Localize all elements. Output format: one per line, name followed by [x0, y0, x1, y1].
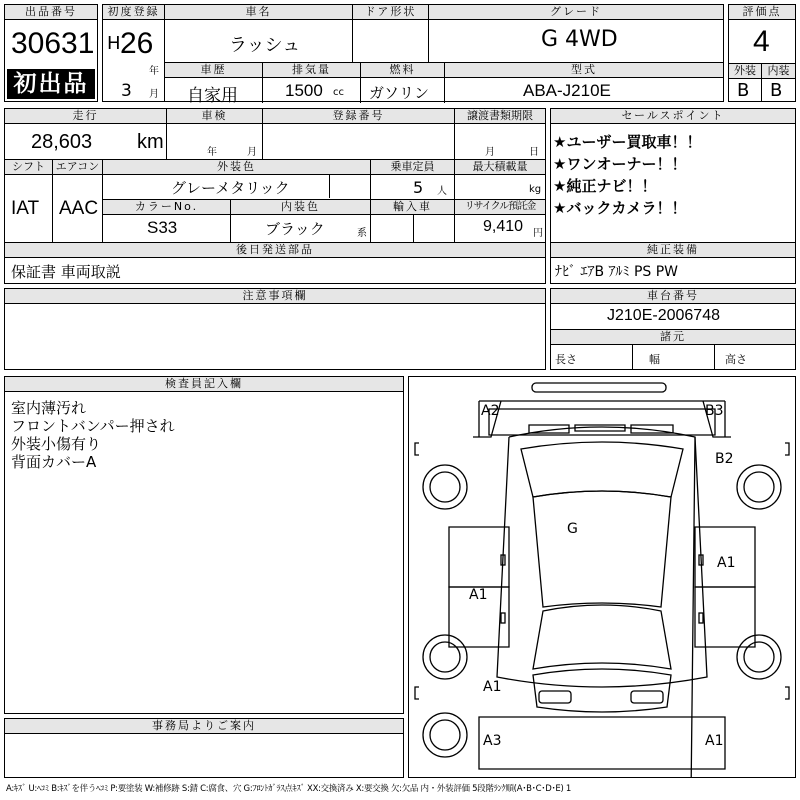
transfer-doc-label: 譲渡書類期限 [455, 109, 545, 124]
inspector-line: 外装小傷有り [11, 435, 102, 453]
first-reg-label: 初度登録 [103, 5, 164, 20]
inspector-label: 検査員記入欄 [5, 377, 403, 392]
max-load-label: 最大積載量 [455, 160, 545, 175]
first-reg-year-unit: 年 [149, 66, 159, 77]
recycle-unit: 円 [533, 228, 543, 239]
door-label: ドア形状 [353, 5, 428, 20]
int-score-cell [762, 64, 795, 102]
mileage-unit: km [137, 131, 164, 153]
first-listing-badge [7, 69, 95, 99]
int-score-value: B [770, 80, 783, 101]
lot-number: 30631 [11, 27, 95, 60]
damage-mark: G [567, 521, 578, 537]
mileage-label: 走行 [5, 109, 166, 124]
car-name-label: 車名 [165, 5, 352, 20]
transfer-doc-day-unit: 日 [529, 147, 539, 158]
sales-point-item: ★ユーザー買取車！！ [553, 133, 702, 151]
fuel-label: 燃料 [361, 63, 444, 78]
lot-label: 出品番号 [5, 5, 97, 20]
detail-table [4, 108, 546, 284]
reg-no-cell [263, 109, 455, 159]
first-reg-month: 3 [121, 81, 132, 101]
dims-height-label: 高さ [725, 353, 747, 366]
history-cell [165, 63, 263, 106]
office-box [4, 718, 404, 778]
damage-mark: A1 [705, 733, 724, 749]
chassis-label: 車台番号 [551, 289, 795, 304]
displacement-value: 1500 [285, 81, 323, 100]
seats-label: 乗車定員 [371, 160, 454, 175]
dims-height [715, 345, 795, 370]
shift-label: シフト [5, 160, 52, 175]
color-no-value: S33 [147, 218, 178, 237]
seats-value: 5 [413, 178, 424, 197]
ext-color-label: 外装色 [103, 160, 370, 175]
sales-point-item: ★ワンオーナー！！ [553, 155, 687, 173]
transfer-doc-cell [455, 109, 545, 159]
equipment-label: 純正装備 [551, 243, 795, 258]
car-name-cell [165, 5, 353, 63]
recycle-cell [455, 200, 545, 242]
aircon-cell [53, 160, 103, 242]
displacement-label: 排気量 [263, 63, 360, 78]
ext-color-cell [103, 160, 371, 200]
door-cell [353, 5, 429, 63]
equipment-value: ﾅﾋﾞ ｴｱB ｱﾙﾐ PS PW [555, 264, 679, 280]
sales-points-label: セールスポイント [551, 109, 795, 124]
car-diagram [409, 377, 795, 777]
mileage-cell [5, 109, 167, 159]
chassis-box [550, 288, 796, 370]
ext-score-label: 外装 [729, 64, 761, 79]
ext-color-value: グレーメタリック [171, 179, 290, 197]
damage-mark: A1 [717, 555, 736, 571]
max-load-cell [455, 160, 545, 200]
equipment-cell [551, 242, 795, 283]
fuel-value: ガソリン [369, 84, 430, 102]
inspector-box [4, 376, 404, 714]
ext-score-value: B [737, 80, 750, 101]
first-reg-era: H [107, 33, 121, 54]
sales-point-item: ★純正ナビ！！ [553, 177, 657, 195]
damage-mark: A3 [483, 733, 502, 749]
history-label: 車歴 [165, 63, 262, 78]
lot-box [4, 4, 98, 102]
damage-mark: B3 [705, 403, 724, 419]
seats-unit: 人 [437, 186, 447, 197]
int-color-cell [231, 200, 371, 242]
damage-mark: A2 [481, 403, 500, 419]
color-no-label: カラーNo. [103, 200, 230, 215]
int-color-label: 内装色 [231, 200, 370, 215]
import-label: 輸入車 [371, 200, 454, 215]
displacement-unit: cc [333, 87, 344, 98]
car-name-value: ラッシュ [229, 35, 301, 56]
sales-point-item: ★バックカメラ！！ [553, 199, 687, 217]
inspection-cell [167, 109, 263, 159]
header-table [102, 4, 724, 106]
aircon-label: エアコン [53, 160, 102, 175]
grade-label: グレード [429, 5, 723, 20]
model-label: 型式 [445, 63, 723, 78]
score-value: 4 [753, 25, 770, 58]
ext-score-cell [729, 64, 762, 102]
damage-mark: B2 [715, 451, 734, 467]
max-load-unit: kg [529, 184, 542, 195]
shift-cell [5, 160, 53, 242]
office-label: 事務局よりご案内 [5, 719, 403, 734]
score-box [728, 4, 796, 102]
sales-points-box [550, 108, 796, 284]
notes-label: 注意事項欄 [5, 289, 545, 304]
recycle-label: リサイクル預託金 [455, 200, 545, 215]
model-value: ABA-J210E [523, 81, 611, 100]
score-label: 評価点 [729, 5, 795, 20]
color-no-cell [103, 200, 231, 242]
transfer-doc-month-unit: 月 [485, 147, 495, 158]
inspection-month-unit: 月 [247, 147, 257, 158]
reg-no-label: 登録番号 [263, 109, 454, 124]
later-parts-value: 保証書 車両取説 [11, 263, 121, 281]
history-value: 自家用 [187, 86, 238, 106]
mileage-value: 28,603 [31, 131, 93, 153]
notes-box [4, 288, 546, 370]
import-cell [371, 200, 455, 242]
grade-value: G 4WD [541, 27, 618, 52]
damage-mark: A1 [483, 679, 502, 695]
aircon-value: AAC [59, 198, 99, 219]
int-color-unit: 系 [357, 228, 367, 239]
inspection-year-unit: 年 [207, 147, 217, 158]
first-reg-month-cell [103, 79, 165, 103]
damage-mark: A1 [469, 587, 488, 603]
first-listing-text: 初出品 [13, 71, 89, 97]
model-cell [445, 63, 723, 103]
dims-label: 諸元 [551, 330, 795, 345]
dims-length-label: 長さ [555, 353, 577, 366]
int-color-value: ブラック [265, 220, 325, 238]
dims-length [551, 345, 633, 370]
chassis-value: J210E-2006748 [607, 307, 720, 324]
fuel-cell [361, 63, 445, 103]
car-diagram-box [408, 376, 796, 778]
int-score-label: 内装 [762, 64, 795, 79]
inspector-line: フロントバンパー押され [11, 417, 175, 435]
seats-cell [371, 160, 455, 200]
first-reg-year: 26 [120, 27, 154, 60]
inspector-line: 背面カバーA [11, 453, 97, 471]
first-reg-month-unit: 月 [149, 89, 159, 100]
inspection-label: 車検 [167, 109, 262, 124]
shift-value: IAT [11, 198, 40, 219]
inspector-line: 室内薄汚れ [11, 399, 87, 417]
grade-cell [429, 5, 723, 63]
recycle-value: 9,410 [483, 218, 524, 235]
dims-width-label: 幅 [649, 353, 660, 366]
displacement-cell [263, 63, 361, 103]
dims-width [633, 345, 715, 370]
later-parts-label: 後日発送部品 [5, 243, 545, 258]
later-parts-cell [5, 243, 545, 283]
legend: A:ｷｽﾞ U:ﾍｺﾐ B:ｷｽﾞを伴うﾍｺﾐ P:要塗装 W:補修跡 S:錆 C:腐食、穴 G:ﾌﾛﾝﾄｶﾞﾗｽ点ｷｽﾞ XX:交換済み X:要交換 欠:欠品 内・外装評価 5段階ﾗﾝｸ順(A･B･C･D･E) 1 [6, 784, 572, 794]
